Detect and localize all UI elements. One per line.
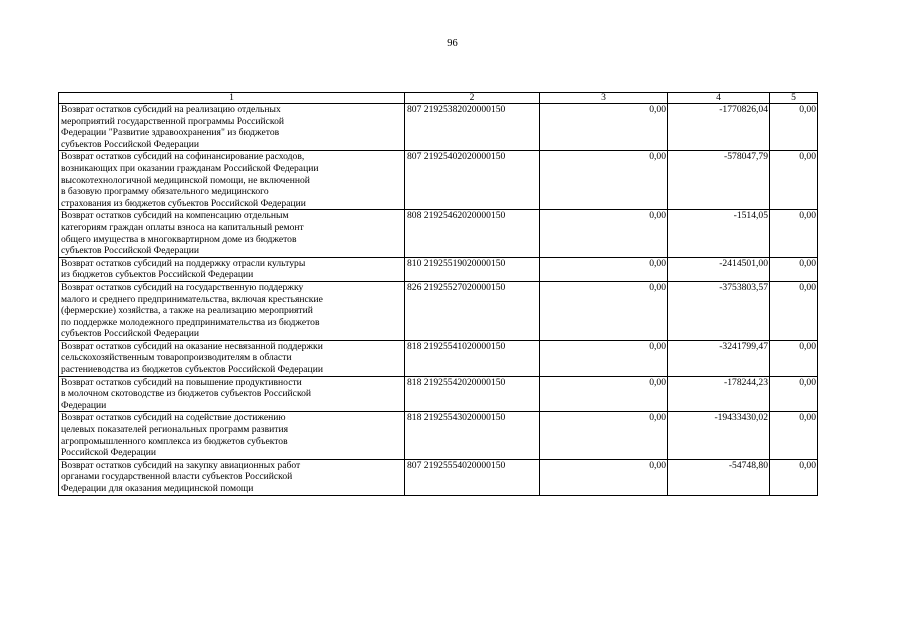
row-name-line: по поддержке молодежного предпринимательства из бюджетов [61,316,320,328]
row-name-line: общего имущества в многоквартирном доме из бюджетов [61,233,297,245]
row-name-line: Федерации "Развитие здравоохранения" из бюджетов [61,127,280,139]
row-col4-cell: -3753803,57 [668,281,770,340]
row-col4-cell: -178244,23 [668,376,770,412]
row-code-cell: 807 21925402020000150 [405,151,540,210]
row-name-cell [59,340,405,376]
row-name-line: субъектов Российской Федерации [61,245,199,257]
table-row [59,281,818,340]
row-col3-cell: 0,00 [540,376,668,412]
page-number: 96 [447,38,458,49]
row-name-line: органами государственной власти субъектов Российской [61,471,293,483]
row-code-cell: 818 21925542020000150 [405,376,540,412]
row-name-line: в молочном скотоводстве из бюджетов субъектов Российской [61,388,312,400]
row-name-cell [59,210,405,257]
row-name-cell [59,459,405,495]
row-col3-cell: 0,00 [540,412,668,459]
row-name-line: Возврат остатков субсидий на закупку авиационных работ [61,459,301,471]
row-col4-cell: -54748,80 [668,459,770,495]
header-col-3: 3 [540,93,668,104]
row-name-line: Федерации для оказания медицинской помощи [61,483,254,494]
row-col3-cell: 0,00 [540,281,668,340]
row-code-cell: 818 21925541020000150 [405,340,540,376]
row-name-cell [59,281,405,340]
row-name-line: Возврат остатков субсидий на поддержку отрасли культуры [61,257,306,269]
row-col5-cell: 0,00 [770,340,818,376]
row-name-line: высокотехнологичной медицинской помощи, не включенной [61,174,310,186]
row-col4-cell: -1514,05 [668,210,770,257]
row-col4-cell: -2414501,00 [668,257,770,281]
row-code-cell: 808 21925462020000150 [405,210,540,257]
row-name-line: Возврат остатков субсидий на государственную поддержку [61,281,304,293]
row-name-line: субъектов Российской Федерации [61,328,199,340]
row-col5-cell: 0,00 [770,412,818,459]
row-col5-cell: 0,00 [770,104,818,151]
row-code-cell: 807 21925382020000150 [405,104,540,151]
row-col5-cell: 0,00 [770,459,818,495]
row-name-line: Возврат остатков субсидий на оказание несвязанной поддержки [61,340,323,352]
budget-table [58,92,818,496]
row-name-line: страхования из бюджетов субъектов Российской Федерации [61,197,306,209]
row-name-line: Федерации [61,399,107,411]
row-col3-cell: 0,00 [540,257,668,281]
header-col-5: 5 [770,93,818,104]
row-code-cell: 810 21925519020000150 [405,257,540,281]
row-name-line: субъектов Российской Федерации [61,138,199,150]
header-col-2: 2 [405,93,540,104]
row-col5-cell: 0,00 [770,151,818,210]
row-name-line: растениеводства из бюджетов субъектов Российской Федерации [61,364,323,376]
row-name-line: из бюджетов субъектов Российской Федерации [61,269,254,281]
row-name-line: Возврат остатков субсидий на компенсацию отдельным [61,210,289,222]
row-name-line: Возврат остатков субсидий на содействие достижению [61,412,286,424]
row-code-cell: 807 21925554020000150 [405,459,540,495]
row-col5-cell: 0,00 [770,376,818,412]
header-col-4: 4 [668,93,770,104]
row-name-line: малого и среднего предпринимательства, включая крестьянские [61,293,323,305]
row-name-cell [59,376,405,412]
table-header [59,93,818,104]
row-col4-cell: -578047,79 [668,151,770,210]
row-col3-cell: 0,00 [540,151,668,210]
row-col5-cell: 0,00 [770,281,818,340]
row-name-line: (фермерские) хозяйства, а также на реализацию мероприятий [61,305,313,317]
row-name-line: Возврат остатков субсидий на софинансирование расходов, [61,151,305,163]
row-name-cell [59,104,405,151]
row-name-line: возникающих при оказании гражданам Российской Федерации [61,162,319,174]
table-row [59,151,818,210]
row-col5-cell: 0,00 [770,257,818,281]
row-col4-cell: -1770826,04 [668,104,770,151]
row-code-cell: 826 21925527020000150 [405,281,540,340]
row-name-line: мероприятий государственной программы Российской [61,115,285,127]
row-name-cell [59,257,405,281]
row-col4-cell: -3241799,47 [668,340,770,376]
table-row [59,376,818,412]
table-body [59,104,818,496]
row-name-cell [59,151,405,210]
row-col3-cell: 0,00 [540,210,668,257]
row-col3-cell: 0,00 [540,340,668,376]
row-name-line: в базовую программу обязательного медицинского [61,186,269,198]
row-name-line: Возврат остатков субсидий на реализацию отдельных [61,104,281,115]
header-col-1: 1 [59,93,405,104]
table-row [59,412,818,459]
row-name-line: Возврат остатков субсидий на повышение продуктивности [61,376,302,388]
row-col3-cell: 0,00 [540,104,668,151]
table-row [59,340,818,376]
row-col5-cell: 0,00 [770,210,818,257]
table-row [59,257,818,281]
table-row [59,210,818,257]
row-name-line: целевых показателей региональных программ развития [61,424,288,436]
row-name-line: агропромышленного комплекса из бюджетов субъектов [61,435,288,447]
row-code-cell: 818 21925543020000150 [405,412,540,459]
row-name-line: сельскохозяйственным товаропроизводителям в области [61,352,292,364]
row-col4-cell: -19433430,02 [668,412,770,459]
row-name-line: категориям граждан оплаты взноса на капитальный ремонт [61,221,304,233]
row-name-cell [59,412,405,459]
row-col3-cell: 0,00 [540,459,668,495]
table-row [59,104,818,151]
table-row [59,459,818,495]
row-name-line: Российской Федерации [61,447,156,459]
header-row [59,93,818,104]
